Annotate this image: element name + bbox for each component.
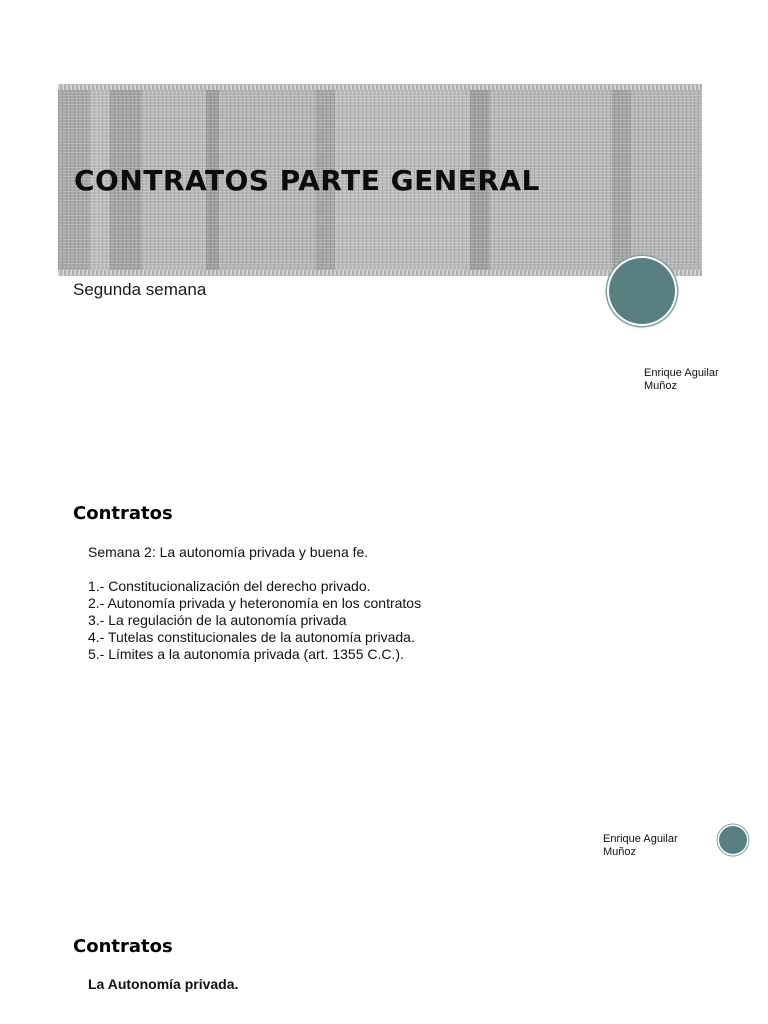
decorative-circle	[719, 826, 747, 854]
presentation-subtitle: Segunda semana	[73, 280, 207, 299]
list-item: 3.- La regulación de la autonomía privada	[88, 612, 347, 628]
author-name-line2: Muñoz	[603, 846, 637, 858]
week-intro: Semana 2: La autonomía privada y buena fe.	[88, 544, 369, 560]
list-item: 2.- Autonomía privada y heteronomía en los contratos	[88, 595, 422, 611]
author-name	[644, 367, 719, 393]
slide-autonomia	[0, 860, 768, 1024]
slide-heading: Contratos	[73, 936, 173, 957]
list-item: 1.- Constitucionalización del derecho privado.	[88, 578, 371, 594]
list-item: 5.- Límites a la autonomía privada (art. 1355 C.C.).	[88, 646, 404, 662]
author-name-line2: Muñoz	[644, 380, 678, 392]
title-banner	[58, 84, 702, 276]
slide-contents	[0, 430, 768, 860]
author-name-line1: Enrique Aguilar	[603, 833, 678, 845]
author-name	[603, 833, 678, 859]
slide-heading: Contratos	[73, 503, 173, 524]
author-name-line1: Enrique Aguilar	[644, 367, 719, 379]
list-item: 4.- Tutelas constitucionales de la autonomía privada.	[88, 629, 415, 645]
presentation-title: CONTRATOS PARTE GENERAL	[74, 164, 540, 197]
topic-list	[88, 578, 421, 663]
decorative-circle	[609, 258, 675, 324]
slide-subheading: La Autonomía privada.	[88, 976, 239, 992]
slide-title	[0, 0, 768, 430]
